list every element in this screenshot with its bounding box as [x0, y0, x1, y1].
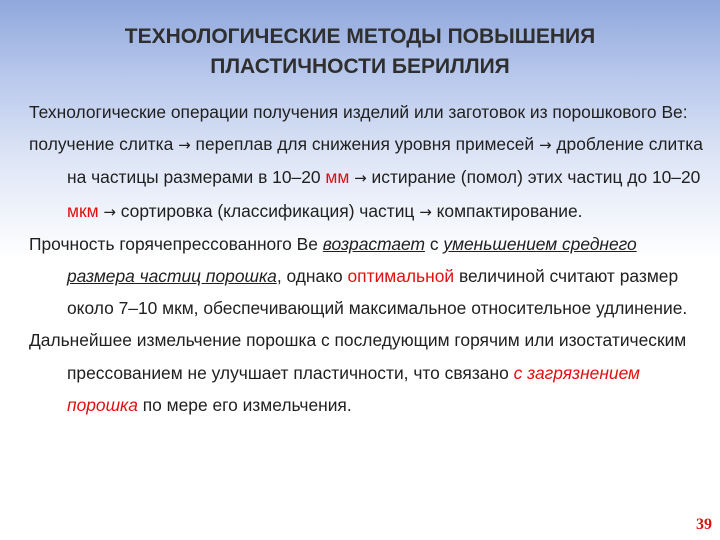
- p2-text-2: переплав для снижения уровня примесей: [190, 134, 539, 155]
- p2-text-3: дробление слитка на частицы размерами в 10–20: [67, 134, 703, 188]
- p4-text-2: по мере его измельчения.: [137, 394, 352, 415]
- p3-text-2: с: [425, 233, 444, 254]
- arrow-right-icon: →: [354, 169, 367, 188]
- p4-text-1: Дальнейшее измельчение порошка с последующим горячим или изостатическим прессованием не улучшает пластичности, что связано: [29, 330, 687, 383]
- arrow-right-icon: →: [538, 136, 552, 155]
- paragraph-1-text: Технологические операции получения изделий или заготовок из порошкового Be:: [29, 102, 688, 122]
- p3-text-1: Прочность горячепрессованного Be: [29, 233, 323, 254]
- unit-mkm: мкм: [67, 200, 99, 221]
- emphasis-increases: возрастает: [322, 233, 426, 254]
- p3-text-3: , однако: [276, 266, 348, 287]
- emphasis-optimal: оптимальной: [347, 266, 455, 287]
- paragraph-4: [29, 324, 709, 421]
- p2-text-4: истирание (помол) этих частиц до 10–20: [366, 167, 701, 188]
- p2-text-1: получение слитка: [29, 134, 179, 155]
- slide-title: [0, 22, 720, 82]
- paragraph-2: [29, 128, 709, 228]
- page-number: 39: [696, 516, 712, 533]
- paragraph-3: [29, 228, 709, 325]
- arrow-right-icon: →: [103, 202, 116, 221]
- title-line-2: ПЛАСТИЧНОСТИ БЕРИЛЛИЯ: [210, 55, 510, 78]
- emphasis-contamination: с загрязнением порошка: [67, 362, 640, 415]
- p3-text-4: величиной считают размер около 7–10 мкм, обеспечивающий максимальное относительное удлинение.: [67, 266, 688, 319]
- arrow-right-icon: →: [419, 202, 432, 221]
- paragraph-1: [29, 96, 709, 128]
- emphasis-size-decrease: уменьшением среднего размера частиц порошка: [67, 233, 637, 287]
- unit-mm: мм: [325, 167, 350, 188]
- title-line-1: ТЕХНОЛОГИЧЕСКИЕ МЕТОДЫ ПОВЫШЕНИЯ: [124, 25, 596, 48]
- arrow-right-icon: →: [178, 136, 191, 155]
- slide-body: [29, 96, 709, 421]
- p2-text-6: компактирование.: [431, 200, 583, 221]
- p2-text-5: сортировка (классификация) частиц: [115, 200, 420, 221]
